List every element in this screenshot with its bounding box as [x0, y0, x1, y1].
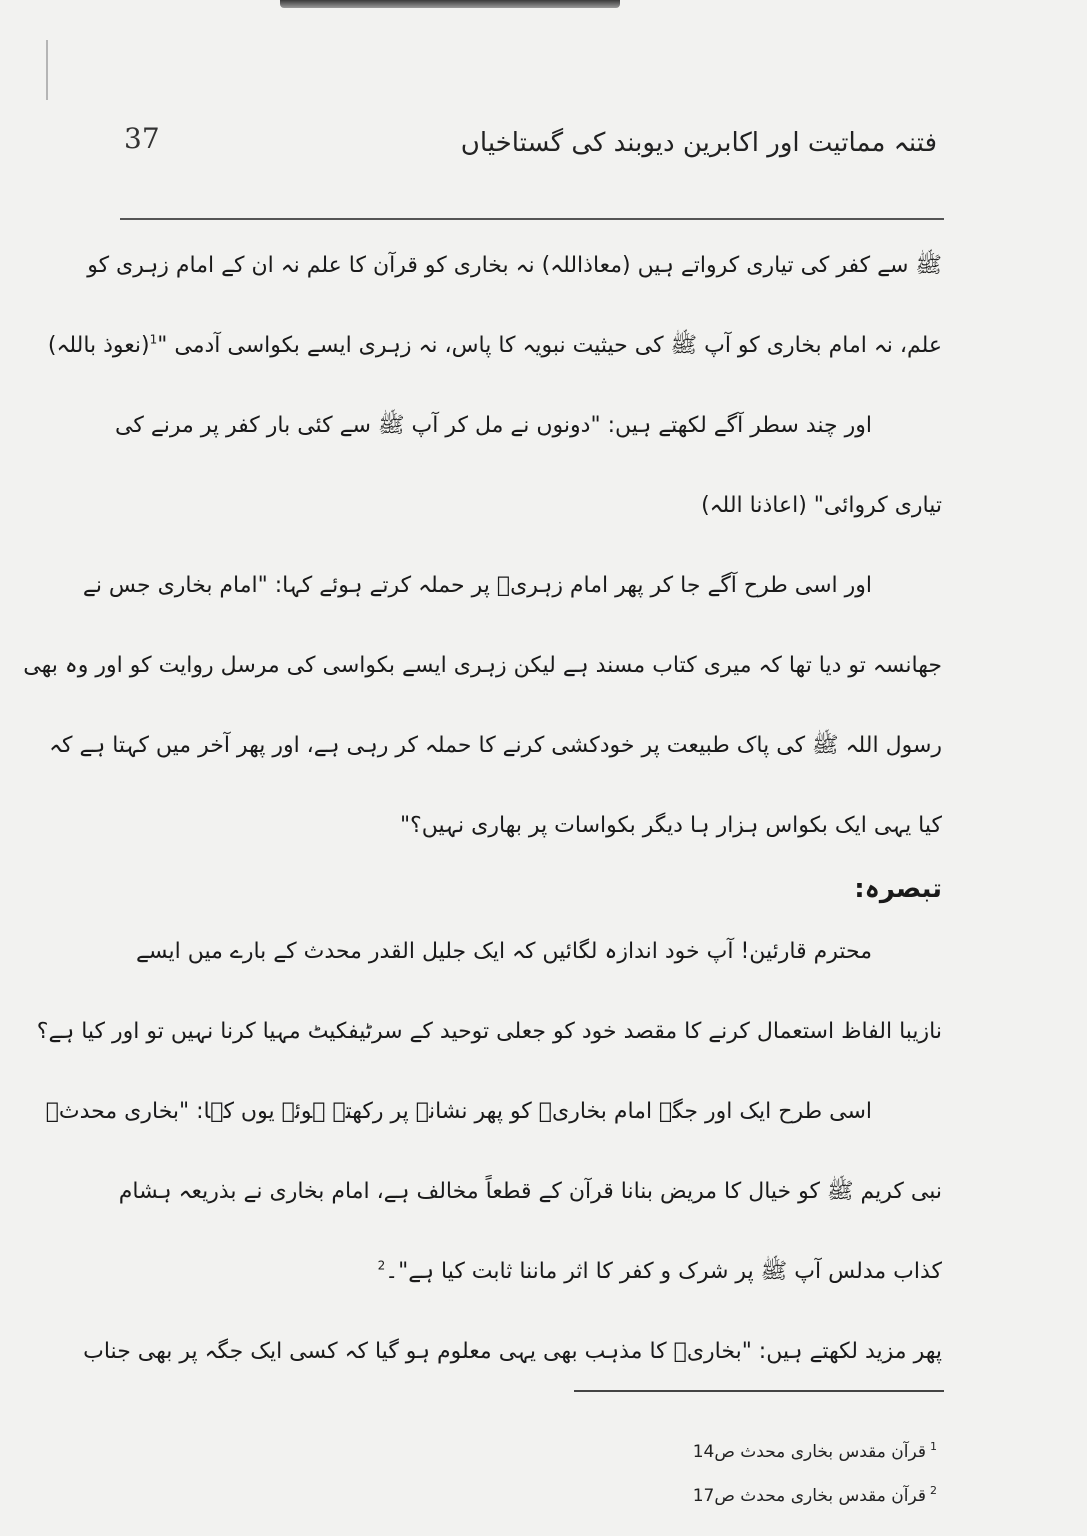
scan-edge-mark: [46, 40, 48, 100]
line-2-tail: (نعوذ باللہ): [47, 333, 150, 358]
body-line-12: نبی کریم ﷺ کو خیال کا مریض بنانا قرآن کے قطعاً مخالف ہے، امام بخاری نے بذریعہ ہشام: [118, 1179, 942, 1204]
body-line-6: جھانسہ تو دیا تھا کہ میری کتاب مسند ہے لیکن زہری ایسے بکواسی کی مرسل روایت کو اور وہ بھی: [23, 653, 942, 678]
body-line-14: پھر مزید لکھتے ہیں: "بخاریؒ کا مذہب بھی یہی معلوم ہو گیا کہ کسی ایک جگہ پر بھی جناب: [83, 1339, 942, 1364]
body-line-5: اور اسی طرح آگے جا کر پھر امام زہریؒ پر حملہ کرتے ہوئے کہا: "امام بخاری جس نے: [82, 573, 872, 598]
footnote-rule: [574, 1390, 944, 1392]
body-line-3: اور چند سطر آگے لکھتے ہیں: "دونوں نے مل کر آپ ﷺ سے کئی بار کفر پر مرنے کی: [115, 413, 872, 438]
scan-binding-mark: [280, 0, 620, 8]
footnote-1-text: قرآن مقدس بخاری محدث ص14: [692, 1442, 926, 1462]
body-line-2: علم، نہ امام بخاری کو آپ ﷺ کی حیثیت نبویہ کا پاس، نہ زہری ایسے بکواسی آدمی "$^1$(نعوذ باللہ): [47, 332, 942, 358]
line-13-text: کذاب مدلس آپ ﷺ پر شرک و کفر کا اثر ماننا ثابت کیا ہے"۔: [385, 1259, 942, 1284]
footnote-2: [693, 1474, 937, 1518]
footnote-ref-1: 1: [149, 332, 158, 347]
footnote-1-mark: 1: [930, 1440, 937, 1454]
line-2-text: علم، نہ امام بخاری کو آپ ﷺ کی حیثیت نبویہ کا پاس، نہ زہری ایسے بکواسی آدمی: [174, 333, 942, 358]
body-line-7: رسول اللہ ﷺ کی پاک طبیعت پر خودکشی کرنے کا حملہ کر رہی ہے، اور پھر آخر میں کہتا ہے کہ: [49, 733, 942, 758]
footnotes: [693, 1430, 937, 1518]
body-line-1: ﷺ سے کفر کی تیاری کرواتے ہیں (معاذاللہ) نہ بخاری کو قرآن کا علم نہ ان کے امام زہری کو: [87, 253, 942, 278]
section-heading: تبصرہ:: [854, 874, 942, 904]
running-head: فتنہ مماتیت اور اکابرین دیوبند کی گستاخیاں: [460, 128, 937, 158]
footnote-2-text: قرآن مقدس بخاری محدث ص17: [692, 1486, 926, 1506]
footnote-ref-2: 2: [377, 1258, 386, 1273]
body-line-13: [124, 1232, 942, 1312]
page-number: 37: [124, 122, 160, 155]
footnote-2-mark: 2: [930, 1484, 937, 1498]
body-text: [23, 226, 942, 1392]
body-line-4: تیاری کروائی" (اعاذنا اللہ): [701, 493, 942, 518]
header-rule: [120, 218, 944, 220]
body-line-10: نازیبا الفاظ استعمال کرنے کا مقصد خود کو جعلی توحید کے سرٹیفکیٹ مہیا کرنا نہیں تو اور کیا ہے؟: [36, 1019, 942, 1044]
body-line-8: کیا یہی ایک بکواس ہزار ہا دیگر بکواسات پر بھاری نہیں؟": [399, 813, 942, 838]
body-line-11: اسی طرح ایک اور جگہ امام بخاریؒ کو پھر نشانہ پر رکھتے ہوئے یوں کہا: "بخاری محدثؒ: [45, 1099, 872, 1124]
body-line-9: محترم قارئین! آپ خود اندازہ لگائیں کہ ایک جلیل القدر محدث کے بارے میں ایسے: [136, 939, 872, 964]
footnote-1: [693, 1430, 937, 1474]
